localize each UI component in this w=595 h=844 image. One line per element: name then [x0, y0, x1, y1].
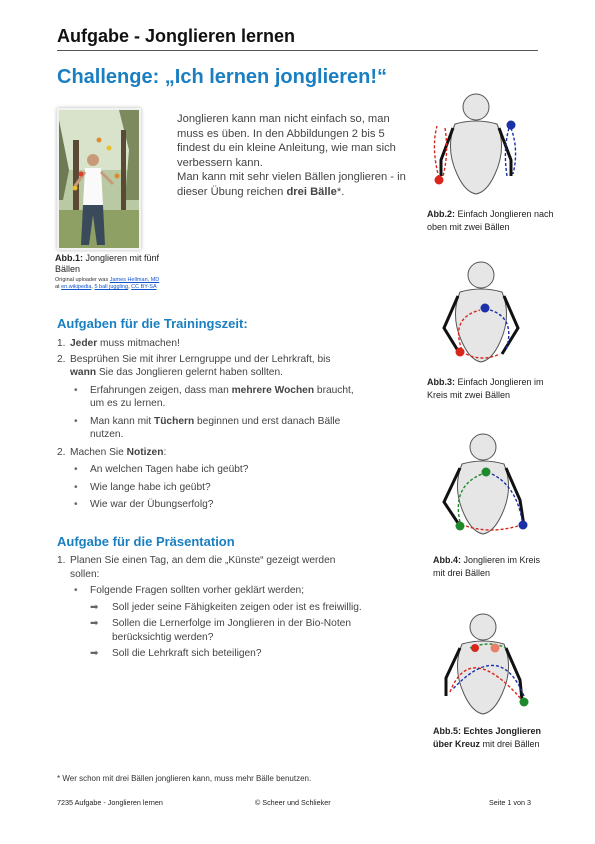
fig2-text: Einfach Jonglieren nach oben mit zwei Bällen — [427, 209, 554, 232]
sub2-c: beginnen und erst danach Bälle nutzen. — [90, 415, 341, 440]
list-item — [57, 554, 377, 581]
fig3-text: Einfach Jonglieren im Kreis mit zwei Bällen — [427, 377, 544, 400]
presentation-section — [57, 534, 377, 661]
list-item — [57, 446, 357, 460]
item1-text: muss mitmachen! — [97, 338, 180, 349]
fig1-text: Jonglieren mit fünf Bällen — [55, 253, 160, 274]
item3-a: Machen Sie — [70, 446, 127, 458]
item2-a: Besprühen Sie mit ihrer Lerngruppe und der Lehrkraft, bis — [70, 353, 331, 365]
list-number: 2. — [57, 353, 66, 365]
credit-author-link[interactable]: James Hellman, MD — [109, 277, 160, 283]
arrow-right-icon: ➡ — [90, 618, 99, 629]
sub-list-item — [57, 498, 357, 512]
item2-c: Sie das Jonglieren gelernt haben sollten. — [96, 367, 283, 378]
list-number: 1. — [57, 555, 66, 566]
fig3-label: Abb.3: — [427, 377, 455, 387]
credit-file-link[interactable]: 5 ball juggling — [94, 284, 129, 290]
intro-paragraph-2 — [177, 170, 407, 199]
list-text: Soll jeder seine Fähigkeiten zeigen oder ist es freiwillig. — [112, 601, 362, 613]
bullet-icon: • — [74, 499, 78, 510]
sub1-bold: mehrere Wochen — [231, 384, 315, 396]
footer-right: Seite 1 von 3 — [489, 798, 531, 807]
intro-p2-bold: drei Bälle — [286, 185, 337, 198]
fig5-caption — [433, 725, 563, 751]
training-section — [57, 316, 357, 512]
footnote: * Wer schon mit drei Bällen jonglieren kann, muss mehr Bälle benutzen. — [57, 774, 312, 783]
intro-p2-text: Man kann mit sehr vielen Bällen jonglieren - in dieser Übung reichen — [177, 171, 406, 198]
item1-bold: Jeder — [70, 338, 98, 349]
list-text: Soll die Lehrkraft sich beteiligen? — [112, 648, 262, 659]
title-divider — [57, 50, 538, 51]
sub1-a: Erfahrungen zeigen, dass man — [90, 384, 232, 396]
credit-site-link[interactable]: en.wikipedia — [61, 284, 92, 290]
credit-sep-2: , — [128, 284, 132, 290]
sub-sub-item — [57, 647, 377, 661]
intro-text — [177, 112, 407, 200]
credit-at: at — [55, 284, 62, 290]
list-item — [57, 337, 357, 351]
bullet-icon: • — [74, 585, 78, 596]
note-question: An welchen Tagen habe ich geübt? — [90, 464, 249, 475]
fig2-label: Abb.2: — [427, 209, 455, 219]
fig5-label: Abb.5: Echtes Jonglieren über Kreuz — [433, 726, 542, 749]
item3-bold: Notizen — [126, 446, 164, 458]
sub-list-item — [57, 384, 357, 411]
sub2-bold: Tüchern — [153, 415, 195, 427]
arrow-right-icon: ➡ — [90, 601, 99, 613]
list-text: Folgende Fragen sollten vorher geklärt werden; — [90, 585, 305, 596]
bullet-icon: • — [74, 415, 78, 427]
challenge-heading: Challenge: „Ich lernen jonglieren!“ — [57, 66, 388, 88]
credit-prefix: Original uploader was — [55, 277, 110, 283]
training-heading: Aufgaben für die Trainingszeit: — [57, 316, 248, 331]
juggler-photo — [57, 108, 141, 250]
page-title: Aufgabe - Jonglieren lernen — [57, 26, 296, 46]
list-text: Planen Sie einen Tag, an dem die „Künste“ gezeigt werden sollen: — [70, 555, 336, 580]
sub1-c: braucht, um es zu lernen. — [90, 384, 354, 409]
footer-left: 7235 Aufgabe - Jonglieren lernen — [57, 798, 163, 807]
fig5-text: mit drei Bällen — [480, 739, 540, 749]
fig4-caption — [433, 554, 553, 580]
note-question: Wie lange habe ich geübt? — [90, 481, 211, 493]
sub2-a: Man kann mit — [90, 415, 154, 427]
list-number: 1. — [57, 338, 66, 349]
bullet-icon: • — [74, 481, 78, 493]
list-text — [70, 337, 180, 351]
credit-sep: , — [91, 284, 95, 290]
sub-sub-item — [57, 617, 377, 644]
fig4-text: Jonglieren im Kreis mit drei Bällen — [433, 555, 541, 578]
bullet-icon: • — [74, 384, 78, 396]
list-text — [70, 353, 357, 380]
sub-list-item — [57, 481, 357, 495]
fig1-caption — [55, 253, 165, 275]
fig3-diagram — [430, 258, 540, 370]
list-text — [90, 415, 357, 442]
sub-list-item — [57, 415, 357, 442]
list-number: 2. — [57, 446, 66, 458]
intro-paragraph-1: Jonglieren kann man nicht einfach so, man muss es üben. In den Abbildungen 2 bis 5 findest du ein kleine Anleitung, wie man sich verbessern kann. — [177, 113, 396, 169]
juggler-photo-image — [59, 110, 139, 248]
item2-bold: wann — [70, 367, 97, 378]
sub-sub-item — [57, 601, 377, 615]
fig1-credit — [55, 277, 205, 291]
list-item — [57, 353, 357, 380]
credit-license-link[interactable]: CC BY-SA — [131, 284, 157, 290]
sub-list-item — [57, 584, 377, 598]
bullet-icon: • — [74, 464, 78, 475]
fig4-label: Abb.4: — [433, 555, 461, 565]
fig2-caption — [427, 208, 557, 234]
list-text: Sollen die Lernerfolge im Jonglieren in der Bio-Noten berücksichtig werden? — [112, 618, 351, 643]
sub-list-item — [57, 463, 357, 477]
fig5-diagram — [430, 610, 542, 722]
list-text — [70, 446, 166, 460]
fig1-label: Abb.1: — [55, 253, 83, 263]
fig4-diagram — [430, 430, 540, 542]
footer-center: © Scheer und Schlieker — [255, 798, 331, 807]
intro-p2-end: *. — [336, 185, 345, 198]
list-text — [90, 384, 357, 411]
presentation-heading: Aufgabe für die Präsentation — [57, 534, 235, 549]
fig3-caption — [427, 376, 557, 402]
item3-c: : — [163, 446, 167, 458]
fig2-diagram — [425, 88, 535, 200]
note-question: Wie war der Übungserfolg? — [90, 499, 214, 510]
arrow-right-icon: ➡ — [90, 648, 99, 659]
